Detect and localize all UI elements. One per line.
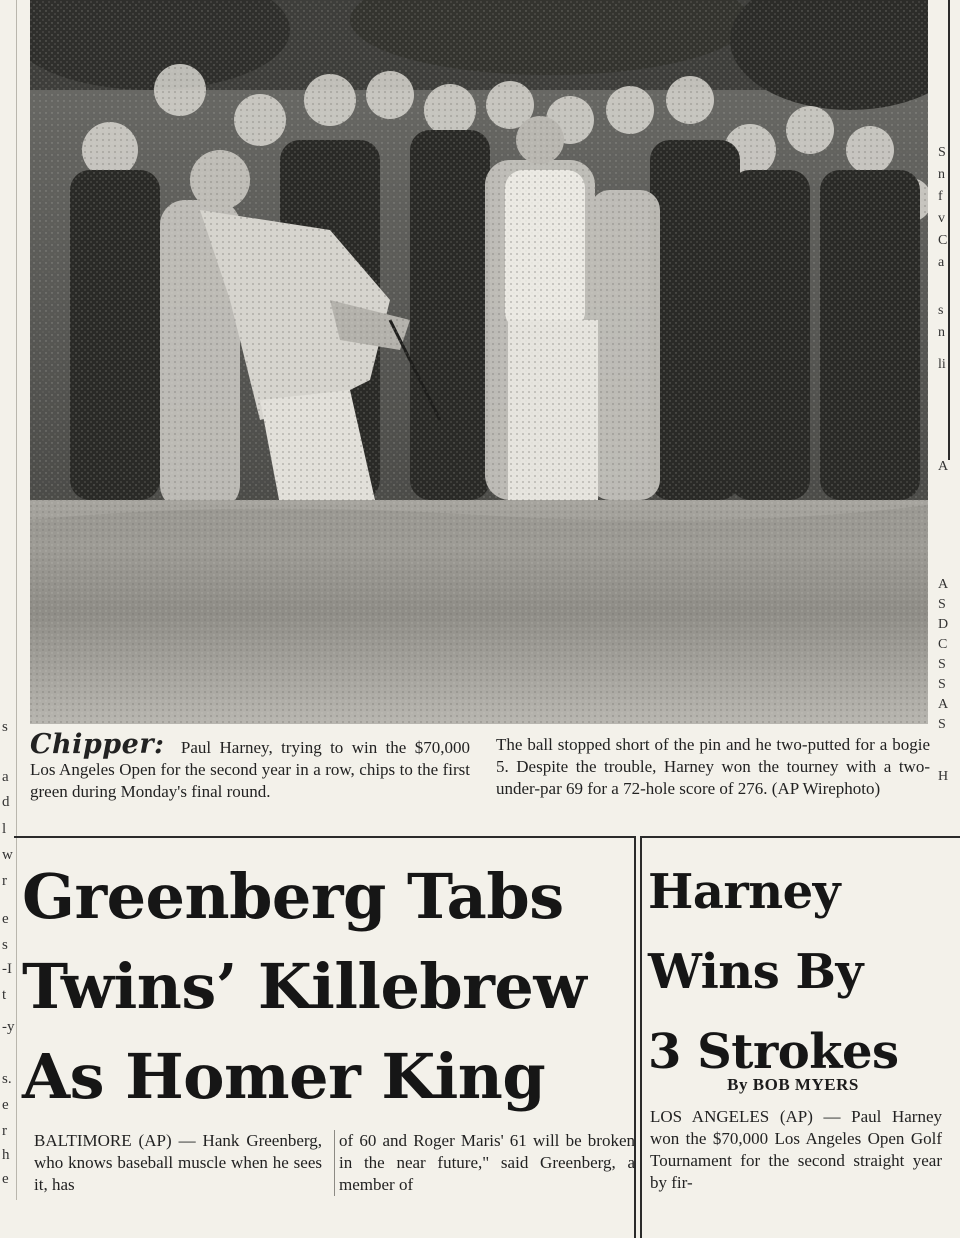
article-text: BALTIMORE (AP) — Hank Greenberg, who knows baseball muscle when he sees it, has: [34, 1131, 322, 1194]
gutter-fragment: a: [938, 255, 945, 270]
gutter-fragment: D: [938, 617, 949, 632]
gutter-fragment: t: [2, 987, 7, 1003]
gutter-fragment: C: [938, 637, 948, 652]
headline-greenberg: [22, 852, 622, 1122]
gutter-fragment: S: [938, 145, 946, 160]
gutter-fragment: S: [938, 657, 946, 672]
gutter-fragment: e: [2, 1097, 9, 1113]
gutter-fragment: v: [938, 211, 945, 226]
gutter-fragment: S: [938, 597, 946, 612]
gutter-fragment: S: [938, 677, 946, 692]
gutter-fragment: li: [938, 357, 946, 372]
story-left-column-2: [334, 1130, 635, 1196]
gutter-fragment: h: [2, 1147, 10, 1163]
gutter-fragment: a: [2, 769, 9, 785]
gutter-fragment: S: [938, 717, 946, 732]
caption-left-text: Paul Harney, trying to win the $70,000 Los Angeles Open for the second year in a row, chips to the first green during Monday's final round.: [30, 738, 470, 801]
gutter-fragment: r: [2, 873, 7, 889]
gutter-fragment: r: [2, 1123, 7, 1139]
gutter-fragment: -y: [2, 1019, 15, 1035]
golf-photo: [30, 0, 928, 724]
gutter-fragment: A: [938, 459, 949, 474]
headline-line: 3 Strokes: [648, 1024, 899, 1080]
gutter-fragment: s: [938, 303, 944, 318]
caption-lead: Chipper:: [30, 729, 165, 760]
caption-left-column: [30, 729, 470, 803]
byline: By BOB MYERS: [727, 1075, 859, 1094]
headline-line: As Homer King: [22, 1040, 546, 1113]
column-rule: [948, 0, 950, 460]
gutter-fragment: C: [938, 233, 948, 248]
gutter-fragment: s: [2, 937, 8, 953]
gutter-fragment: H: [938, 769, 949, 784]
gutter-fragment: f: [938, 189, 943, 204]
gutter-fragment: n: [938, 325, 945, 340]
gutter-fragment: w: [2, 847, 13, 863]
photo-caption: [30, 729, 930, 832]
headline-line: Greenberg Tabs: [22, 860, 564, 933]
headline-line: Harney: [648, 864, 841, 920]
gutter-fragment: e: [2, 1171, 9, 1187]
article-text: of 60 and Roger Maris' 61 will be broken in the near future," said Greenberg, a member of: [339, 1131, 635, 1194]
gutter-fragment: s.: [2, 1071, 12, 1087]
golf-photo-image: [30, 0, 928, 724]
gutter-fragment: -I: [2, 961, 12, 977]
gutter-fragment: A: [938, 697, 949, 712]
story-left-column-1: [34, 1130, 322, 1196]
headline-harney: [648, 852, 944, 1092]
gutter-fragment: e: [2, 911, 9, 927]
gutter-fragment: d: [2, 794, 10, 810]
headline-line: Wins By: [648, 944, 863, 1000]
article-text: LOS ANGELES (AP) — Paul Harney won the $70,000 Los Angeles Open Golf Tournament for the second straight year by fir-: [650, 1107, 942, 1192]
gutter-fragment: A: [938, 577, 949, 592]
gutter-fragment: l: [2, 821, 7, 837]
gutter-fragment: s: [2, 719, 8, 735]
caption-right-column: The ball stopped short of the pin and he two-putted for a bogie 5. Despite the trouble, Harney won the tourney with a two-under-par 69 for a 72-hole score of 276. (AP Wirephoto): [496, 735, 930, 798]
gutter-fragment: n: [938, 167, 945, 182]
headline-line: Twins’ Killebrew: [22, 950, 587, 1023]
story-right-column: [650, 1106, 942, 1194]
